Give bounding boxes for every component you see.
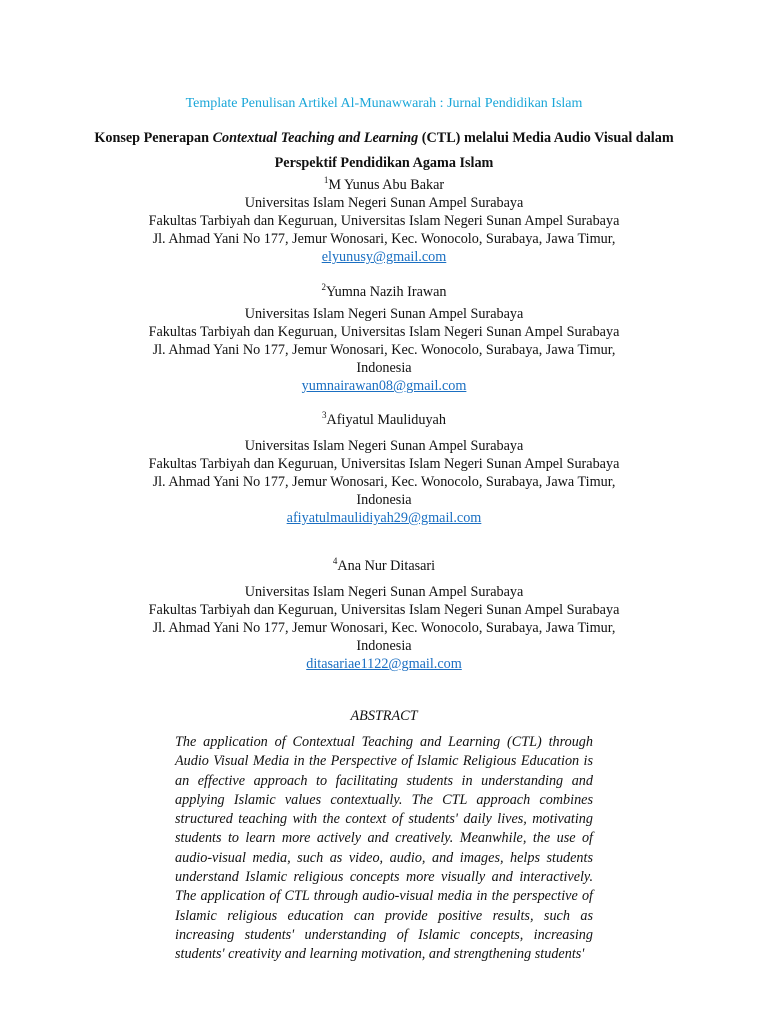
author-address: Jl. Ahmad Yani No 177, Jemur Wonosari, Kec. Wonocolo, Surabaya, Jawa Timur, bbox=[152, 620, 616, 636]
abstract-text: The application of Contextual Teaching and Learning (CTL) through Audio Visual Media in the Perspective of Islamic Religious Education is an effective approach to facilitating students in understanding and applying Islamic values contextually. The CTL approach combines structured teaching with the context of students' daily lives, motivating students to learn more actively and creatively. Meanwhile, the use of audio-visual media, such as video, audio, and images, helps students understand Islamic religious concepts more visually and interactively. The application of CTL through audio-visual media in the perspective of Islamic religious education can provide positive results, such as increasing students' understanding of Islamic concepts, increasing students' creativity and learning motivation, and strengthening students' bbox=[175, 734, 593, 963]
title-italic: Contextual Teaching and Learning bbox=[212, 130, 419, 146]
journal-template-header: Template Penulisan Artikel Al-Munawwarah : Jurnal Pendidikan Islam bbox=[185, 96, 583, 111]
author-name: $^2$Yumna Nazih Irawan bbox=[321, 282, 447, 300]
author-block-2 bbox=[60, 283, 708, 395]
author-faculty: Fakultas Tarbiyah dan Keguruan, Universitas Islam Negeri Sunan Ampel Surabaya bbox=[148, 324, 620, 340]
author-country: Indonesia bbox=[356, 492, 412, 508]
author-email-link[interactable]: afiyatulmaulidiyah29@gmail.com bbox=[286, 510, 482, 526]
author-number: 2 bbox=[321, 282, 326, 292]
author-country: Indonesia bbox=[356, 360, 412, 376]
paper-title bbox=[90, 126, 678, 176]
title-part-1: Konsep Penerapan bbox=[94, 130, 213, 146]
author-name: $^3$Afiyatul Mauliduyah bbox=[322, 410, 446, 428]
author-university: Universitas Islam Negeri Sunan Ampel Surabaya bbox=[244, 438, 524, 454]
author-number: 3 bbox=[322, 410, 327, 420]
author-email-link[interactable]: yumnairawan08@gmail.com bbox=[301, 378, 467, 394]
author-faculty: Fakultas Tarbiyah dan Keguruan, Universitas Islam Negeri Sunan Ampel Surabaya bbox=[148, 456, 620, 472]
title-part-2: (CTL) melalui Media Audio Visual dalam Perspektif Pendidikan Agama Islam bbox=[274, 130, 674, 171]
author-block-4 bbox=[60, 557, 708, 673]
author-university: Universitas Islam Negeri Sunan Ampel Surabaya bbox=[244, 195, 524, 211]
author-block-1 bbox=[60, 176, 708, 266]
abstract-heading: ABSTRACT bbox=[350, 708, 418, 724]
author-block-3 bbox=[60, 411, 708, 527]
author-faculty: Fakultas Tarbiyah dan Keguruan, Universitas Islam Negeri Sunan Ampel Surabaya bbox=[148, 602, 620, 618]
author-country: Indonesia bbox=[356, 638, 412, 654]
author-university: Universitas Islam Negeri Sunan Ampel Surabaya bbox=[244, 584, 524, 600]
author-address: Jl. Ahmad Yani No 177, Jemur Wonosari, Kec. Wonocolo, Surabaya, Jawa Timur, bbox=[152, 474, 616, 490]
author-name: $^4$Ana Nur Ditasari bbox=[332, 556, 436, 574]
author-university: Universitas Islam Negeri Sunan Ampel Surabaya bbox=[244, 306, 524, 322]
author-address: Jl. Ahmad Yani No 177, Jemur Wonosari, Kec. Wonocolo, Surabaya, Jawa Timur, bbox=[152, 342, 616, 358]
author-name: $^1$M Yunus Abu Bakar bbox=[323, 175, 445, 193]
author-address: Jl. Ahmad Yani No 177, Jemur Wonosari, Kec. Wonocolo, Surabaya, Jawa Timur, bbox=[152, 231, 616, 247]
author-email-link[interactable]: elyunusy@gmail.com bbox=[321, 249, 447, 265]
author-faculty: Fakultas Tarbiyah dan Keguruan, Universitas Islam Negeri Sunan Ampel Surabaya bbox=[148, 213, 620, 229]
author-email-link[interactable]: ditasariae1122@gmail.com bbox=[306, 656, 462, 672]
author-number: 1 bbox=[323, 175, 329, 185]
author-number: 4 bbox=[332, 556, 338, 566]
